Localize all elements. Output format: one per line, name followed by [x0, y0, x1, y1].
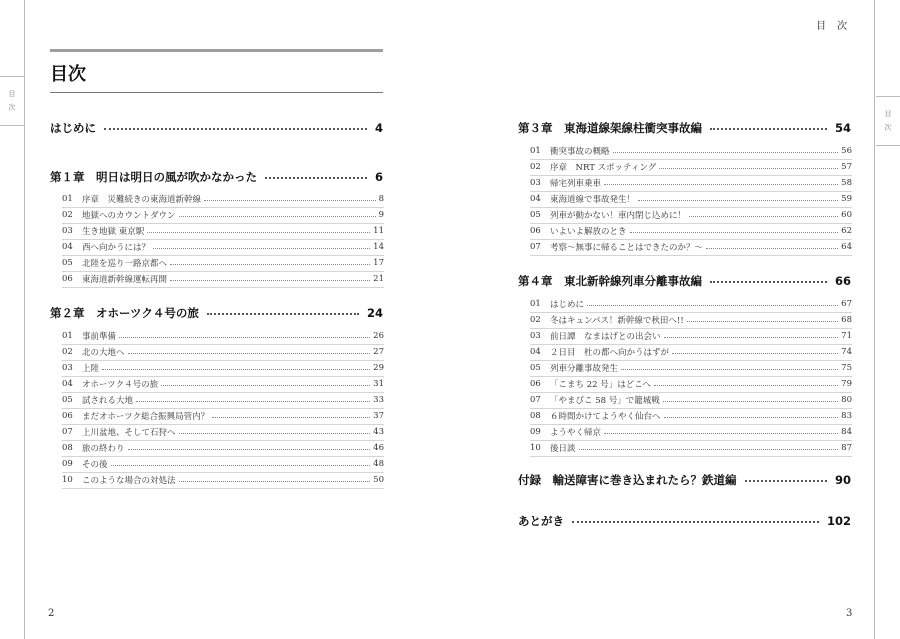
- entry-number: 06: [530, 379, 541, 389]
- entry-page: 83: [841, 411, 852, 421]
- toc-intro-label: はじめに: [50, 121, 96, 135]
- entry-number: 09: [530, 427, 541, 437]
- leader-dots: [147, 232, 370, 233]
- entry-number: 04: [530, 347, 541, 357]
- entry-page: 58: [841, 178, 852, 188]
- entry-page: 80: [841, 395, 852, 405]
- entry-title: 上陸: [82, 364, 100, 374]
- entry-title: 生き地獄 東京駅: [82, 227, 145, 237]
- leader-dots: [613, 152, 839, 153]
- entry-number: 05: [62, 395, 73, 405]
- page-title: 目次: [50, 64, 86, 85]
- toc-intro[interactable]: [50, 120, 383, 136]
- entry-page: 17: [373, 258, 384, 268]
- entry-title: 後日談: [550, 444, 576, 454]
- toc-entry[interactable]: [530, 313, 852, 327]
- entry-title: 前日譚 なまはげとの出会い: [550, 332, 661, 342]
- entry-title: まだオホーツク総合振興局管内？: [82, 412, 210, 422]
- leader-dots: [170, 264, 370, 265]
- toc-entry[interactable]: [530, 409, 852, 423]
- leader-dots: [170, 280, 370, 281]
- entry-title: 冬はキュンパス！新幹線で秋田へ!!: [550, 316, 684, 326]
- toc-entry[interactable]: [62, 224, 384, 238]
- toc-entry[interactable]: [62, 441, 384, 455]
- entry-title: 帰宅列車乗車: [550, 179, 602, 189]
- leader-dots: [710, 281, 827, 283]
- toc-entry[interactable]: [530, 441, 852, 455]
- chapter-2-page: 24: [366, 306, 383, 320]
- entry-number: 02: [62, 347, 73, 357]
- entry-page: 31: [373, 379, 384, 389]
- entry-title: 列車が動かない！車内閉じ込めに！: [550, 211, 687, 221]
- toc-entry[interactable]: [62, 425, 384, 439]
- leader-dots: [604, 184, 838, 185]
- entry-title: 東海道線で事故発生！: [550, 195, 636, 205]
- leader-dots: [706, 248, 838, 249]
- entry-number: 01: [62, 194, 73, 204]
- appendix-label: 付録 輸送障害に巻き込まれたら？鉄道編: [518, 473, 737, 487]
- entry-page: 74: [841, 347, 852, 357]
- entry-page: 84: [841, 427, 852, 437]
- leader-dots: [579, 449, 839, 450]
- leader-dots: [179, 481, 371, 482]
- entry-page: 14: [373, 242, 384, 252]
- toc-entry[interactable]: [530, 393, 852, 407]
- leader-dots: [687, 321, 838, 322]
- leader-dots: [265, 177, 367, 179]
- leader-dots: [587, 305, 838, 306]
- toc-entry[interactable]: [530, 377, 852, 391]
- leader-dots: [102, 369, 370, 370]
- chapter-4-page: 66: [834, 274, 851, 288]
- leader-dots: [621, 369, 838, 370]
- leader-dots: [572, 521, 819, 523]
- chapter-3-label: 第３章 東海道線架線柱衝突事故編: [518, 121, 702, 135]
- entry-number: 04: [530, 194, 541, 204]
- entry-number: 05: [62, 258, 73, 268]
- entry-title: 東海道新幹線運転再開: [82, 275, 168, 285]
- entry-number: 04: [62, 379, 73, 389]
- entry-page: 46: [373, 443, 384, 453]
- entry-title: その後: [82, 460, 108, 470]
- title-rule-top: [50, 49, 383, 52]
- toc-appendix[interactable]: [518, 472, 851, 488]
- toc-entry[interactable]: [530, 240, 852, 254]
- entry-number: 02: [530, 162, 541, 172]
- entry-number: 06: [530, 226, 541, 236]
- entry-title: 衝突事故の概略: [550, 147, 610, 157]
- entry-number: 01: [62, 331, 73, 341]
- toc-entry[interactable]: [62, 473, 384, 487]
- leader-dots: [604, 433, 838, 434]
- entry-page: 8: [378, 194, 384, 204]
- entry-number: 09: [62, 459, 73, 469]
- toc-entry[interactable]: [530, 192, 852, 206]
- entry-separator: [62, 488, 384, 489]
- entry-title: ようやく帰京: [550, 428, 602, 438]
- toc-entry[interactable]: [530, 329, 852, 343]
- entry-page: 50: [373, 475, 384, 485]
- afterword-label: あとがき: [518, 514, 564, 528]
- entry-page: 71: [841, 331, 852, 341]
- toc-entry[interactable]: [62, 345, 384, 359]
- leader-dots: [638, 200, 838, 201]
- chapter-3-page: 54: [834, 121, 851, 135]
- right-margin-line: [874, 0, 875, 639]
- leader-dots: [672, 353, 838, 354]
- entry-number: 07: [530, 242, 541, 252]
- entry-title: 北の大地へ: [82, 348, 125, 358]
- entry-title: ２日目 杜の都へ向かうはずが: [550, 348, 670, 358]
- toc-entry[interactable]: [530, 176, 852, 190]
- leader-dots: [689, 216, 838, 217]
- side-tab-left: 目 次: [0, 76, 24, 126]
- leader-dots: [161, 385, 370, 386]
- entry-page: 67: [841, 299, 852, 309]
- chapter-1-label: 第１章 明日は明日の風が吹かなかった: [50, 170, 257, 184]
- toc-entry[interactable]: [62, 272, 384, 286]
- toc-entry[interactable]: [62, 377, 384, 391]
- title-rule-bottom: [50, 92, 383, 93]
- entry-title: 事前準備: [82, 332, 117, 342]
- toc-entry[interactable]: [530, 361, 852, 375]
- entry-title: 序章 NRT スポッティング: [550, 163, 657, 173]
- entry-title: このような場合の対処法: [82, 476, 176, 486]
- entry-page: 75: [841, 363, 852, 373]
- entry-title: はじめに: [550, 300, 585, 310]
- entry-title: 列車分離事故発生: [550, 364, 619, 374]
- entry-page: 11: [373, 226, 384, 236]
- entry-page: 68: [841, 315, 852, 325]
- entry-page: 57: [841, 162, 852, 172]
- chapter-2-label: 第２章 オホーツク４号の旅: [50, 306, 199, 320]
- toc-chapter-4[interactable]: [518, 273, 851, 289]
- afterword-page: 102: [826, 514, 851, 528]
- entry-number: 10: [62, 475, 73, 485]
- leader-dots: [179, 433, 371, 434]
- entry-number: 04: [62, 242, 73, 252]
- entry-number: 07: [530, 395, 541, 405]
- leader-dots: [630, 232, 839, 233]
- leader-dots: [710, 128, 827, 130]
- leader-dots: [212, 417, 370, 418]
- leader-dots: [136, 401, 370, 402]
- leader-dots: [179, 216, 376, 217]
- entry-page: 60: [841, 210, 852, 220]
- leader-dots: [654, 385, 838, 386]
- toc-entry[interactable]: [530, 224, 852, 238]
- entry-number: 03: [530, 178, 541, 188]
- toc-entry[interactable]: [530, 160, 852, 174]
- entry-title: 西へ向かうには？: [82, 243, 151, 253]
- entry-title: 旅の終わり: [82, 444, 125, 454]
- toc-entry[interactable]: [530, 345, 852, 359]
- entry-title: ６時間かけてようやく仙台へ: [550, 412, 661, 422]
- entry-page: 27: [373, 347, 384, 357]
- entry-page: 21: [373, 274, 384, 284]
- chapter-1-page: 6: [374, 170, 383, 184]
- toc-chapter-1[interactable]: [50, 169, 383, 185]
- leader-dots: [664, 337, 839, 338]
- entry-title: 「やまびこ 58 号」で籠城戦: [550, 396, 660, 406]
- toc-entry[interactable]: [530, 208, 852, 222]
- entry-title: オホーツク４号の旅: [82, 380, 159, 390]
- page-number-right: 3: [846, 608, 853, 619]
- leader-dots: [119, 337, 370, 338]
- leader-dots: [659, 168, 838, 169]
- leader-dots: [111, 465, 371, 466]
- leader-dots: [663, 401, 838, 402]
- leader-dots: [664, 417, 839, 418]
- entry-number: 08: [62, 443, 73, 453]
- entry-number: 05: [530, 210, 541, 220]
- entry-title: 序章 災難続きの東海道新幹線: [82, 195, 202, 205]
- leader-dots: [104, 128, 367, 130]
- leader-dots: [128, 353, 371, 354]
- entry-separator: [530, 255, 852, 256]
- entry-number: 01: [530, 299, 541, 309]
- chapter-4-label: 第４章 東北新幹線列車分離事故編: [518, 274, 702, 288]
- toc-entry[interactable]: [62, 240, 384, 254]
- entry-page: 9: [378, 210, 384, 220]
- toc-entry[interactable]: [62, 457, 384, 471]
- entry-page: 43: [373, 427, 384, 437]
- entry-number: 08: [530, 411, 541, 421]
- entry-page: 79: [841, 379, 852, 389]
- toc-intro-page: 4: [374, 121, 383, 135]
- entry-page: 26: [373, 331, 384, 341]
- toc-entry[interactable]: [62, 329, 384, 343]
- entry-title: 「こまち 22 号」はどこへ: [550, 380, 651, 390]
- entry-title: 考察～無事に帰ることはできたのか？～: [550, 243, 704, 253]
- entry-page: 64: [841, 242, 852, 252]
- entry-page: 87: [841, 443, 852, 453]
- entry-number: 06: [62, 274, 73, 284]
- toc-chapter-2[interactable]: [50, 305, 383, 321]
- toc-entry[interactable]: [62, 208, 384, 222]
- toc-entry[interactable]: [530, 144, 852, 158]
- entry-page: 37: [373, 411, 384, 421]
- leader-dots: [204, 200, 376, 201]
- left-margin-line: [24, 0, 25, 639]
- entry-page: 29: [373, 363, 384, 373]
- toc-afterword[interactable]: [518, 513, 851, 529]
- page-number-left: 2: [48, 608, 55, 619]
- entry-page: 59: [841, 194, 852, 204]
- toc-entry[interactable]: [62, 192, 384, 206]
- entry-number: 03: [530, 331, 541, 341]
- appendix-page: 90: [834, 473, 851, 487]
- entry-number: 02: [62, 210, 73, 220]
- entry-number: 01: [530, 146, 541, 156]
- entry-title: いよいよ解放のとき: [550, 227, 627, 237]
- entry-number: 02: [530, 315, 541, 325]
- running-head: 目 次: [816, 21, 852, 32]
- leader-dots: [128, 449, 371, 450]
- entry-number: 06: [62, 411, 73, 421]
- entry-number: 03: [62, 226, 73, 236]
- entry-separator: [62, 287, 384, 288]
- entry-title: 地獄へのカウントダウン: [82, 211, 176, 221]
- toc-entry[interactable]: [62, 393, 384, 407]
- entry-separator: [530, 456, 852, 457]
- entry-number: 05: [530, 363, 541, 373]
- toc-entry[interactable]: [62, 409, 384, 423]
- toc-entry[interactable]: [530, 425, 852, 439]
- entry-page: 56: [841, 146, 852, 156]
- side-tab-right: 目 次: [876, 96, 900, 146]
- entry-title: 上川盆地、そして石狩へ: [82, 428, 176, 438]
- toc-entry[interactable]: [62, 256, 384, 270]
- entry-page: 33: [373, 395, 384, 405]
- toc-entry[interactable]: [62, 361, 384, 375]
- entry-number: 03: [62, 363, 73, 373]
- entry-number: 07: [62, 427, 73, 437]
- toc-entry[interactable]: [530, 297, 852, 311]
- entry-page: 48: [373, 459, 384, 469]
- entry-title: 試される大地: [82, 396, 134, 406]
- leader-dots: [153, 248, 370, 249]
- entry-number: 10: [530, 443, 541, 453]
- leader-dots: [207, 313, 359, 315]
- entry-title: 北陸を巡り一路京都へ: [82, 259, 168, 269]
- leader-dots: [745, 480, 827, 482]
- toc-chapter-3[interactable]: [518, 120, 851, 136]
- entry-page: 62: [841, 226, 852, 236]
